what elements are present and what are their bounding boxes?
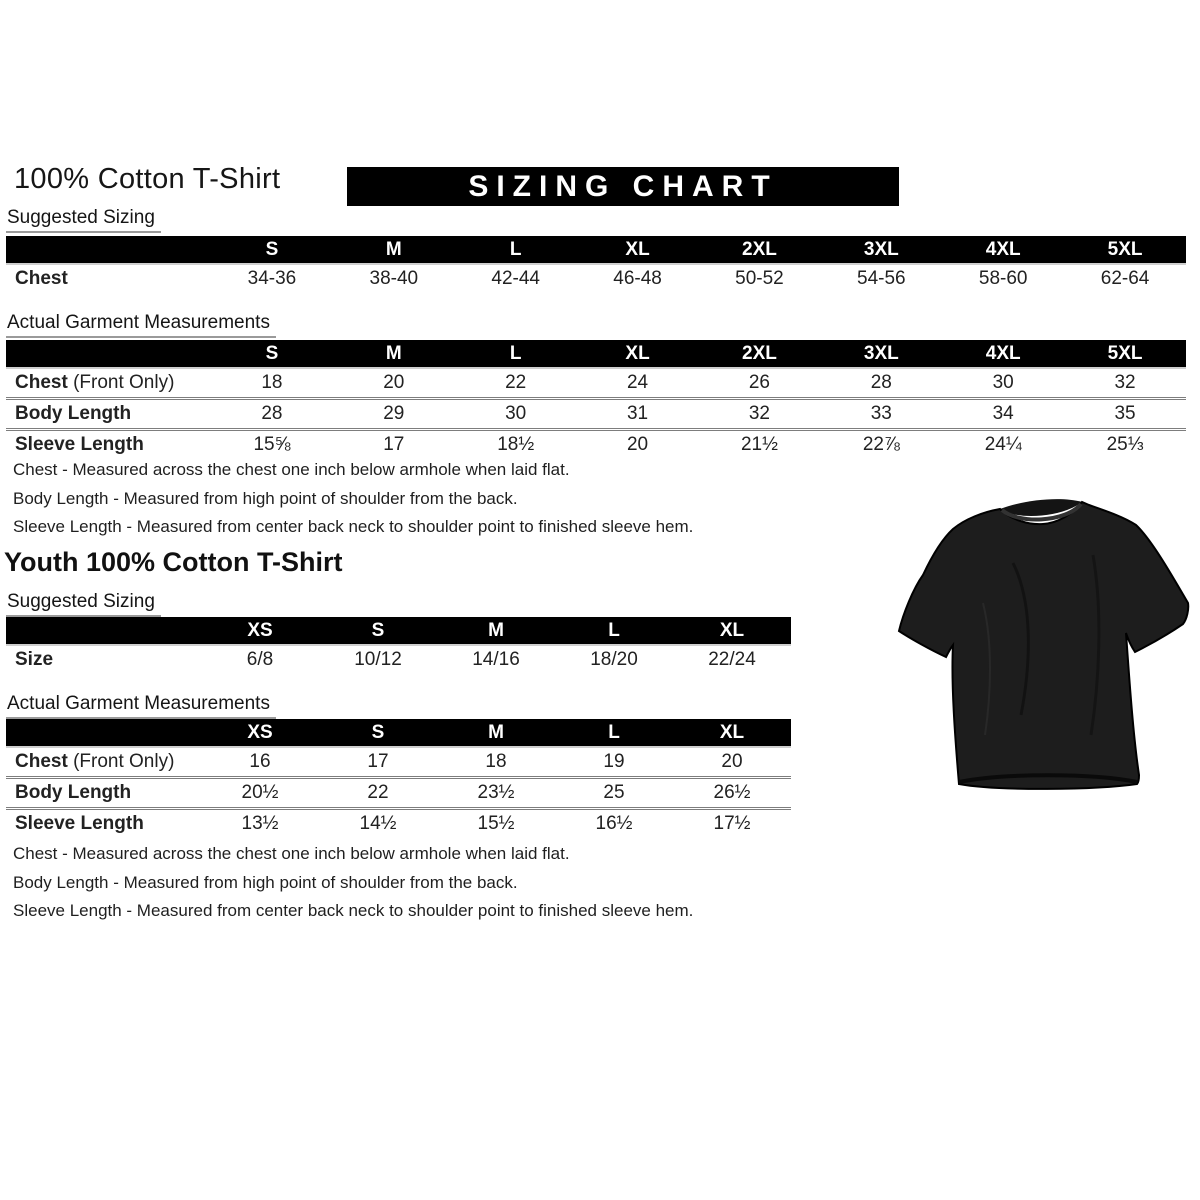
youth-actual-measurements-table (6, 719, 791, 838)
table-row (6, 428, 1186, 459)
measurement-cell: 16½ (595, 813, 633, 834)
measurement-cell: 15½ (477, 813, 515, 834)
sizing-chart-banner-text: SIZING CHART (468, 169, 778, 203)
note-body-length: Body Length - Measured from high point of shoulder from the back. (13, 488, 518, 508)
measurement-cell: 6/8 (246, 649, 274, 670)
note-sleeve-length: Sleeve Length - Measured from center back neck to shoulder point to finished sleeve hem. (13, 517, 694, 536)
measurement-cell: 19 (603, 751, 625, 772)
measurement-cell: 46-48 (613, 268, 662, 289)
size-column-header: L (608, 721, 620, 743)
measurement-cell: 30 (505, 403, 527, 424)
youth-suggested-sizing-label: Suggested Sizing (6, 591, 161, 617)
size-column-header: S (265, 342, 279, 364)
size-column-header: XL (719, 619, 745, 641)
page-title: 100% Cotton T-Shirt (14, 163, 281, 195)
measurement-cell: 18½ (497, 434, 535, 455)
row-label: Chest (15, 268, 68, 289)
row-label: Chest (Front Only) (15, 751, 175, 772)
measurement-cell: 22 (367, 782, 389, 803)
sizing-chart-banner (347, 167, 899, 206)
measurement-cell: 28 (870, 372, 892, 393)
size-column-header: M (385, 238, 402, 260)
size-column-header: S (371, 619, 385, 641)
measurement-cell: 30 (992, 372, 1014, 393)
adult-suggested-sizing-table (6, 236, 1186, 293)
size-column-header: M (385, 342, 402, 364)
size-column-header: L (509, 342, 522, 364)
size-column-header: 3XL (863, 342, 899, 364)
measurement-cell: 20 (383, 372, 405, 393)
size-column-header: L (509, 238, 522, 260)
note-body-length: Body Length - Measured from high point of shoulder from the back. (13, 872, 518, 892)
youth-section-title: Youth 100% Cotton T-Shirt (4, 547, 343, 577)
youth-measurement-notes (13, 840, 693, 926)
row-label: Body Length (15, 403, 132, 424)
measurement-cell: 18 (485, 751, 507, 772)
measurement-cell: 10/12 (354, 649, 402, 670)
measurement-cell: 35 (1114, 403, 1136, 424)
row-label: Size (15, 649, 54, 670)
size-column-header: M (488, 619, 504, 641)
youth-actual-measurements-label: Actual Garment Measurements (6, 693, 276, 719)
measurement-cell: 38-40 (369, 268, 419, 289)
measurement-cell: 17½ (713, 813, 751, 834)
size-column-header: 5XL (1107, 342, 1143, 364)
note-chest: Chest - Measured across the chest one inch below armhole when laid flat. (13, 460, 570, 479)
measurement-cell: 26 (748, 372, 770, 393)
table-row (6, 776, 791, 807)
measurement-cell: 28 (261, 403, 283, 424)
size-column-header: XL (719, 721, 745, 743)
measurement-cell: 15⅝ (253, 434, 291, 455)
table-header-row (6, 719, 791, 748)
note-sleeve-length: Sleeve Length - Measured from center back neck to shoulder point to finished sleeve hem. (13, 901, 694, 920)
measurement-cell: 34 (992, 403, 1014, 424)
measurement-cell: 58-60 (978, 268, 1028, 289)
measurement-cell: 25 (603, 782, 625, 803)
table-row (6, 646, 791, 674)
size-column-header: 4XL (985, 342, 1021, 364)
measurement-cell: 20 (721, 751, 743, 772)
adult-suggested-sizing-label: Suggested Sizing (6, 207, 161, 233)
row-label: Sleeve Length (15, 813, 144, 834)
measurement-cell: 31 (626, 403, 649, 424)
measurement-cell: 17 (383, 434, 405, 455)
measurement-cell: 54-56 (857, 268, 906, 289)
table-row (6, 397, 1186, 428)
size-column-header: XL (625, 342, 650, 364)
measurement-cell: 42-44 (491, 268, 540, 289)
table-row (6, 369, 1186, 397)
measurement-cell: 25⅓ (1106, 434, 1144, 455)
adult-measurement-notes (13, 456, 693, 542)
measurement-cell: 18/20 (590, 649, 638, 670)
table-header-row (6, 236, 1186, 265)
size-column-header: XS (247, 619, 273, 641)
measurement-cell: 33 (870, 403, 892, 424)
size-column-header: M (488, 721, 504, 743)
size-column-header: S (371, 721, 385, 743)
measurement-cell: 14/16 (472, 649, 520, 670)
table-header-row (6, 340, 1186, 369)
size-column-header: 3XL (863, 238, 899, 260)
adult-actual-measurements-table (6, 340, 1186, 459)
measurement-cell: 17 (367, 751, 389, 772)
measurement-cell: 29 (383, 403, 405, 424)
adult-actual-measurements-label: Actual Garment Measurements (6, 312, 276, 338)
table-row (6, 265, 1186, 293)
table-row (6, 748, 791, 776)
measurement-cell: 22 (505, 372, 527, 393)
table-header-row (6, 617, 791, 646)
measurement-cell: 62-64 (1100, 268, 1150, 289)
size-column-header: XS (247, 721, 273, 743)
measurement-cell: 18 (261, 372, 283, 393)
measurement-cell: 14½ (359, 813, 397, 834)
measurement-cell: 32 (1114, 372, 1136, 393)
youth-suggested-sizing-table (6, 617, 791, 674)
measurement-cell: 26½ (713, 782, 751, 803)
measurement-cell: 24 (626, 372, 649, 393)
row-label: Body Length (15, 782, 132, 803)
measurement-cell: 16 (249, 751, 271, 772)
measurement-cell: 23½ (477, 782, 515, 803)
row-label: Sleeve Length (15, 434, 144, 455)
measurement-cell: 24¼ (984, 434, 1022, 455)
tshirt-photo (893, 483, 1191, 803)
size-column-header: L (608, 619, 620, 641)
size-column-header: 4XL (985, 238, 1021, 260)
table-row (6, 807, 791, 838)
measurement-cell: 32 (748, 403, 770, 424)
size-column-header: S (265, 238, 279, 260)
measurement-cell: 13½ (241, 813, 279, 834)
size-column-header: XL (625, 238, 650, 260)
measurement-cell: 22⅞ (862, 434, 900, 455)
measurement-cell: 22/24 (708, 649, 756, 670)
size-column-header: 2XL (742, 342, 777, 364)
measurement-cell: 20½ (241, 782, 279, 803)
note-chest: Chest - Measured across the chest one inch below armhole when laid flat. (13, 844, 570, 863)
measurement-cell: 21½ (740, 434, 778, 455)
size-column-header: 5XL (1107, 238, 1143, 260)
size-column-header: 2XL (742, 238, 777, 260)
measurement-cell: 34-36 (247, 268, 297, 289)
tshirt-body (899, 502, 1188, 789)
row-label: Chest (Front Only) (15, 372, 175, 393)
measurement-cell: 50-52 (735, 268, 784, 289)
measurement-cell: 20 (626, 434, 649, 455)
